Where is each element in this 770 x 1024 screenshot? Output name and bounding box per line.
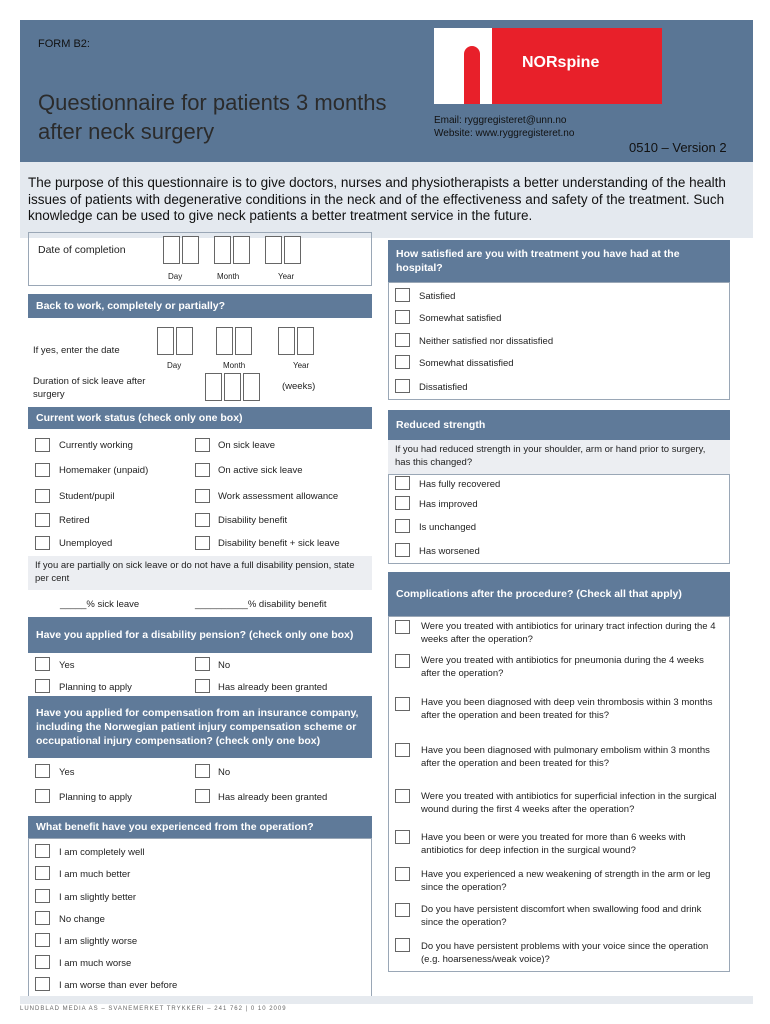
completion-panel <box>28 232 372 286</box>
completion-month-digit-2[interactable] <box>233 236 250 264</box>
strength-checkbox[interactable] <box>395 543 410 557</box>
satisfaction-option-label: Somewhat dissatisfied <box>419 358 514 369</box>
completion-day-digit-1[interactable] <box>163 236 180 264</box>
satisfaction-checkbox[interactable] <box>395 288 410 302</box>
strength-option-label: Is unchanged <box>419 522 477 533</box>
contact-info: Email: ryggregisteret@unn.no Website: www.ryggregisteret.no <box>434 115 575 139</box>
satisfaction-option-label: Dissatisfied <box>419 382 468 393</box>
pension-option-label: Has already been granted <box>218 682 328 693</box>
work-status-label: Currently working <box>59 440 133 451</box>
complication-question: Were you treated with antibiotics for urinary tract infection during the 4 weeks after the operation? <box>421 621 716 645</box>
completion-month-digit-1[interactable] <box>214 236 231 264</box>
norspine-logo <box>434 28 662 104</box>
satisfaction-option-label: Neither satisfied nor dissatisfied <box>419 336 554 347</box>
strength-option-label: Has improved <box>419 499 478 510</box>
complication-question: Have you been or were you treated for more than 6 weeks with antibiotics for deep infection in the surgical wound? <box>421 832 686 856</box>
satisfaction-option-label: Satisfied <box>419 291 456 302</box>
pension-checkbox[interactable] <box>195 679 210 693</box>
complication-checkbox[interactable] <box>395 789 410 803</box>
work-status-checkbox[interactable] <box>195 463 210 477</box>
return-month-digit-1[interactable] <box>216 327 233 355</box>
complication-question: Do you have persistent problems with your voice since the operation (e.g. hoarseness/weak voice)? <box>421 941 709 965</box>
satisfaction-checkbox[interactable] <box>395 355 410 369</box>
page-title: Questionnaire for patients 3 months after neck surgery <box>38 90 387 144</box>
benefit-option-label: I am completely well <box>59 847 145 858</box>
version-label: 0510 – Version 2 <box>629 140 727 155</box>
return-day-digit-2[interactable] <box>176 327 193 355</box>
benefit-option-label: I am worse than ever before <box>59 980 178 991</box>
sick-leave-duration-label: Duration of sick leave after surgery <box>33 376 146 400</box>
completion-label: Date of completion <box>38 244 126 256</box>
work-status-label: Disability benefit + sick leave <box>218 538 340 549</box>
weeks-digit-2[interactable] <box>224 373 241 401</box>
strength-option-label: Has worsened <box>419 546 480 557</box>
work-status-checkbox[interactable] <box>195 513 210 527</box>
complication-checkbox[interactable] <box>395 938 410 952</box>
return-month-digit-2[interactable] <box>235 327 252 355</box>
benefit-option-label: I am much better <box>59 869 131 880</box>
work-status-checkbox[interactable] <box>35 513 50 527</box>
complication-checkbox[interactable] <box>395 830 410 844</box>
pension-option-label: Yes <box>59 660 75 671</box>
complication-checkbox[interactable] <box>395 654 410 668</box>
back-to-work-heading: Back to work, completely or partially? <box>28 294 372 318</box>
benefit-checkbox[interactable] <box>35 977 50 991</box>
benefit-checkbox[interactable] <box>35 889 50 903</box>
benefit-checkbox[interactable] <box>35 933 50 947</box>
strength-checkbox[interactable] <box>395 496 410 510</box>
complication-checkbox[interactable] <box>395 620 410 634</box>
benefit-checkbox[interactable] <box>35 844 50 858</box>
complication-question: Were you treated with antibiotics for superficial infection in the surgical wound during the first 4 weeks after the operation? <box>421 791 717 815</box>
complication-question: Have you been diagnosed with deep vein thrombosis within 3 months after the operation and been treated for this? <box>421 697 713 721</box>
completion-year-digit-2[interactable] <box>284 236 301 264</box>
strength-checkbox[interactable] <box>395 519 410 533</box>
reduced-strength-question: If you had reduced strength in your shoulder, arm or hand prior to surgery, has this changed? <box>388 440 730 474</box>
benefit-checkbox[interactable] <box>35 955 50 969</box>
form-label: FORM B2: <box>38 38 90 50</box>
weeks-label: (weeks) <box>282 381 316 392</box>
satisfaction-heading: How satisfied are you with treatment you have had at the hospital? <box>388 240 730 282</box>
compensation-checkbox[interactable] <box>35 764 50 778</box>
work-status-label: Retired <box>59 515 90 526</box>
completion-month-label: Month <box>217 272 240 281</box>
spine-logo-icon <box>442 28 492 104</box>
work-status-checkbox[interactable] <box>35 438 50 452</box>
benefit-option-label: I am slightly worse <box>59 936 138 947</box>
satisfaction-checkbox[interactable] <box>395 310 410 324</box>
completion-day-digit-2[interactable] <box>182 236 199 264</box>
footer-band <box>20 996 753 1004</box>
compensation-checkbox[interactable] <box>195 789 210 803</box>
work-status-checkbox[interactable] <box>35 536 50 550</box>
satisfaction-checkbox[interactable] <box>395 379 410 393</box>
work-status-checkbox[interactable] <box>35 489 50 503</box>
compensation-checkbox[interactable] <box>35 789 50 803</box>
complications-heading: Complications after the procedure? (Check all that apply) <box>388 572 730 616</box>
pension-checkbox[interactable] <box>195 657 210 671</box>
work-status-heading: Current work status (check only one box) <box>28 407 372 429</box>
benefit-option-label: No change <box>59 914 105 925</box>
completion-year-label: Year <box>278 272 295 281</box>
partial-leave-note: If you are partially on sick leave or do not have a full disability pension, state per cent <box>28 556 372 590</box>
complication-checkbox[interactable] <box>395 903 410 917</box>
return-year-digit-1[interactable] <box>278 327 295 355</box>
complication-checkbox[interactable] <box>395 743 410 757</box>
complication-question: Have you been diagnosed with pulmonary embolism within 3 months after the operation and been treated for this? <box>421 745 710 769</box>
footer-text: LUNDBLAD MEDIA AS – SVANEMERKET TRYKKERI – 241 762 | 0 10 2009 <box>20 1006 287 1012</box>
work-status-label: Disability benefit <box>218 515 288 526</box>
complication-checkbox[interactable] <box>395 867 410 881</box>
complication-question: Have you experienced a new weakening of strength in the arm or leg since the operation? <box>421 869 711 893</box>
work-status-label: Homemaker (unpaid) <box>59 465 149 476</box>
work-status-label: Student/pupil <box>59 491 115 502</box>
strength-checkbox[interactable] <box>395 476 410 490</box>
pension-checkbox[interactable] <box>35 657 50 671</box>
completion-year-digit-1[interactable] <box>265 236 282 264</box>
intro-text: The purpose of this questionnaire is to give doctors, nurses and physiotherapists a better understanding of the health issues of patients with degenerative conditions in the neck and of the effectiveness and safety of the treatment. Such knowledge can be used to give neck patients a better treatment service in the future. <box>28 175 726 223</box>
benefit-checkbox[interactable] <box>35 866 50 880</box>
work-status-checkbox[interactable] <box>35 463 50 477</box>
complication-question: Do you have persistent discomfort when swallowing food and drink since the operation? <box>421 904 702 928</box>
return-year-label: Year <box>293 361 310 370</box>
return-date-label: If yes, enter the date <box>33 345 120 356</box>
completion-day-label: Day <box>168 272 183 281</box>
logo-text: NORspine <box>522 54 600 71</box>
compensation-option-label: No <box>218 767 231 778</box>
return-day-label: Day <box>167 361 182 370</box>
satisfaction-checkbox[interactable] <box>395 333 410 347</box>
work-status-checkbox[interactable] <box>195 489 210 503</box>
reduced-strength-heading: Reduced strength <box>388 410 730 440</box>
benefit-option-label: I am slightly better <box>59 892 137 903</box>
compensation-option-label: Has already been granted <box>218 792 328 803</box>
complication-checkbox[interactable] <box>395 697 410 711</box>
pension-checkbox[interactable] <box>35 679 50 693</box>
satisfaction-option-label: Somewhat satisfied <box>419 313 502 324</box>
disability-pension-heading: Have you applied for a disability pension? (check only one box) <box>28 617 372 653</box>
work-status-label: On active sick leave <box>218 465 303 476</box>
disability-percent-field[interactable]: __________% disability benefit <box>195 599 327 610</box>
compensation-heading: Have you applied for compensation from an insurance company, including the Norwegian patient injury compensation scheme or occupational injury compensation? (check only one box) <box>28 696 372 758</box>
work-status-label: Unemployed <box>59 538 113 549</box>
compensation-checkbox[interactable] <box>195 764 210 778</box>
benefit-option-label: I am much worse <box>59 958 132 969</box>
work-status-checkbox[interactable] <box>195 536 210 550</box>
compensation-option-label: Yes <box>59 767 75 778</box>
work-status-label: Work assessment allowance <box>218 491 339 502</box>
return-year-digit-2[interactable] <box>297 327 314 355</box>
work-status-checkbox[interactable] <box>195 438 210 452</box>
strength-option-label: Has fully recovered <box>419 479 501 490</box>
weeks-digit-3[interactable] <box>243 373 260 401</box>
sick-leave-percent-field[interactable]: _____% sick leave <box>60 599 140 610</box>
pension-option-label: No <box>218 660 231 671</box>
work-status-label: On sick leave <box>218 440 276 451</box>
pension-option-label: Planning to apply <box>59 682 132 693</box>
weeks-digit-1[interactable] <box>205 373 222 401</box>
complication-question: Were you treated with antibiotics for pneumonia during the 4 weeks after the operation? <box>421 655 704 679</box>
benefit-checkbox[interactable] <box>35 911 50 925</box>
compensation-option-label: Planning to apply <box>59 792 132 803</box>
benefit-heading: What benefit have you experienced from the operation? <box>28 816 372 838</box>
return-day-digit-1[interactable] <box>157 327 174 355</box>
return-month-label: Month <box>223 361 246 370</box>
